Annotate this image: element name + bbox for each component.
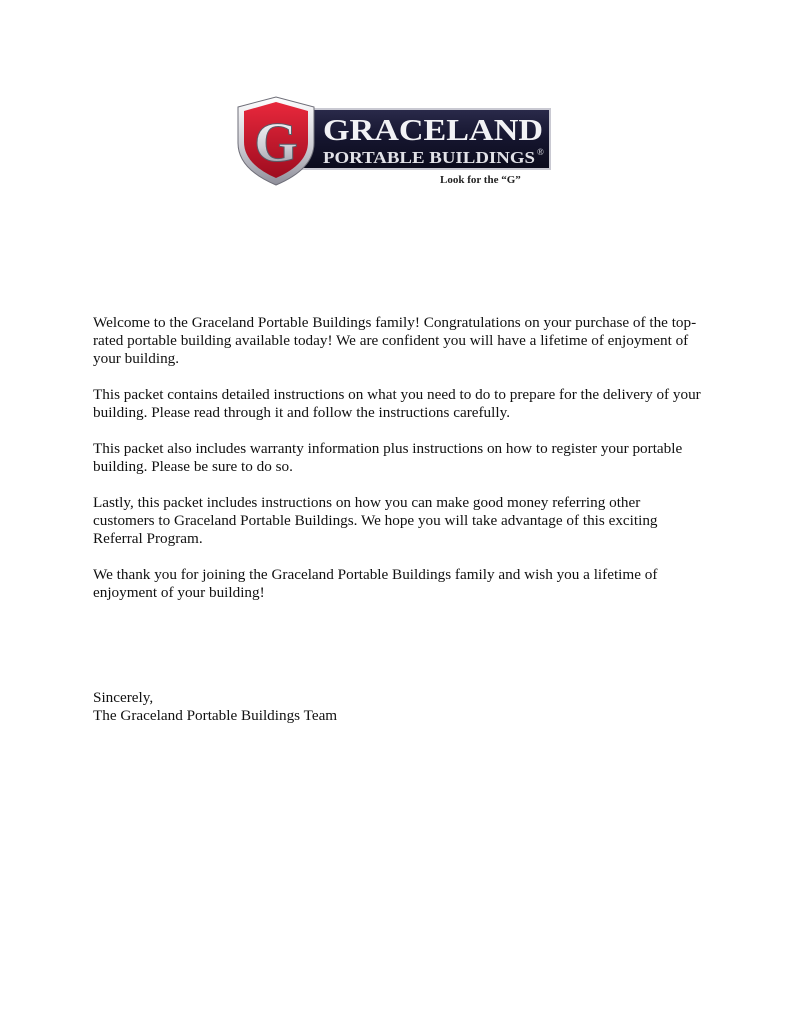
closing-salutation: Sincerely,: [93, 689, 154, 706]
letter-paragraph: This packet also includes warranty information plus instructions on how to register your portable building. Please be sure to do so.: [93, 440, 683, 475]
letter-paragraph: We thank you for joining the Graceland Portable Buildings family and wish you a lifetime of enjoyment of your building!: [93, 566, 658, 601]
letter-paragraph: Lastly, this packet includes instructions on how you can make good money referring other customers to Graceland Portable Buildings. We hope you will take advantage of this exciting Referral Program.: [93, 494, 658, 547]
logo-brand-sub: PORTABLE BUILDINGS: [323, 148, 535, 167]
letter-paragraph: Welcome to the Graceland Portable Buildings family! Congratulations on your purchase of the top-rated portable building available today! We are confident you will have a lifetime of enjoyment of your building.: [93, 314, 697, 367]
logo-tagline: Look for the “G”: [440, 174, 521, 186]
letter-paragraph: This packet contains detailed instructions on what you need to do to prepare for the delivery of your building. Please read through it and follow the instructions carefully.: [93, 386, 701, 421]
closing-signature: The Graceland Portable Buildings Team: [93, 707, 338, 724]
logo-registered-mark: ®: [537, 147, 544, 157]
letter-closing: [93, 689, 337, 725]
letter-body: [93, 314, 703, 620]
logo-brand-name: GRACELAND: [323, 112, 543, 147]
logo-letter-g: G: [254, 112, 298, 174]
